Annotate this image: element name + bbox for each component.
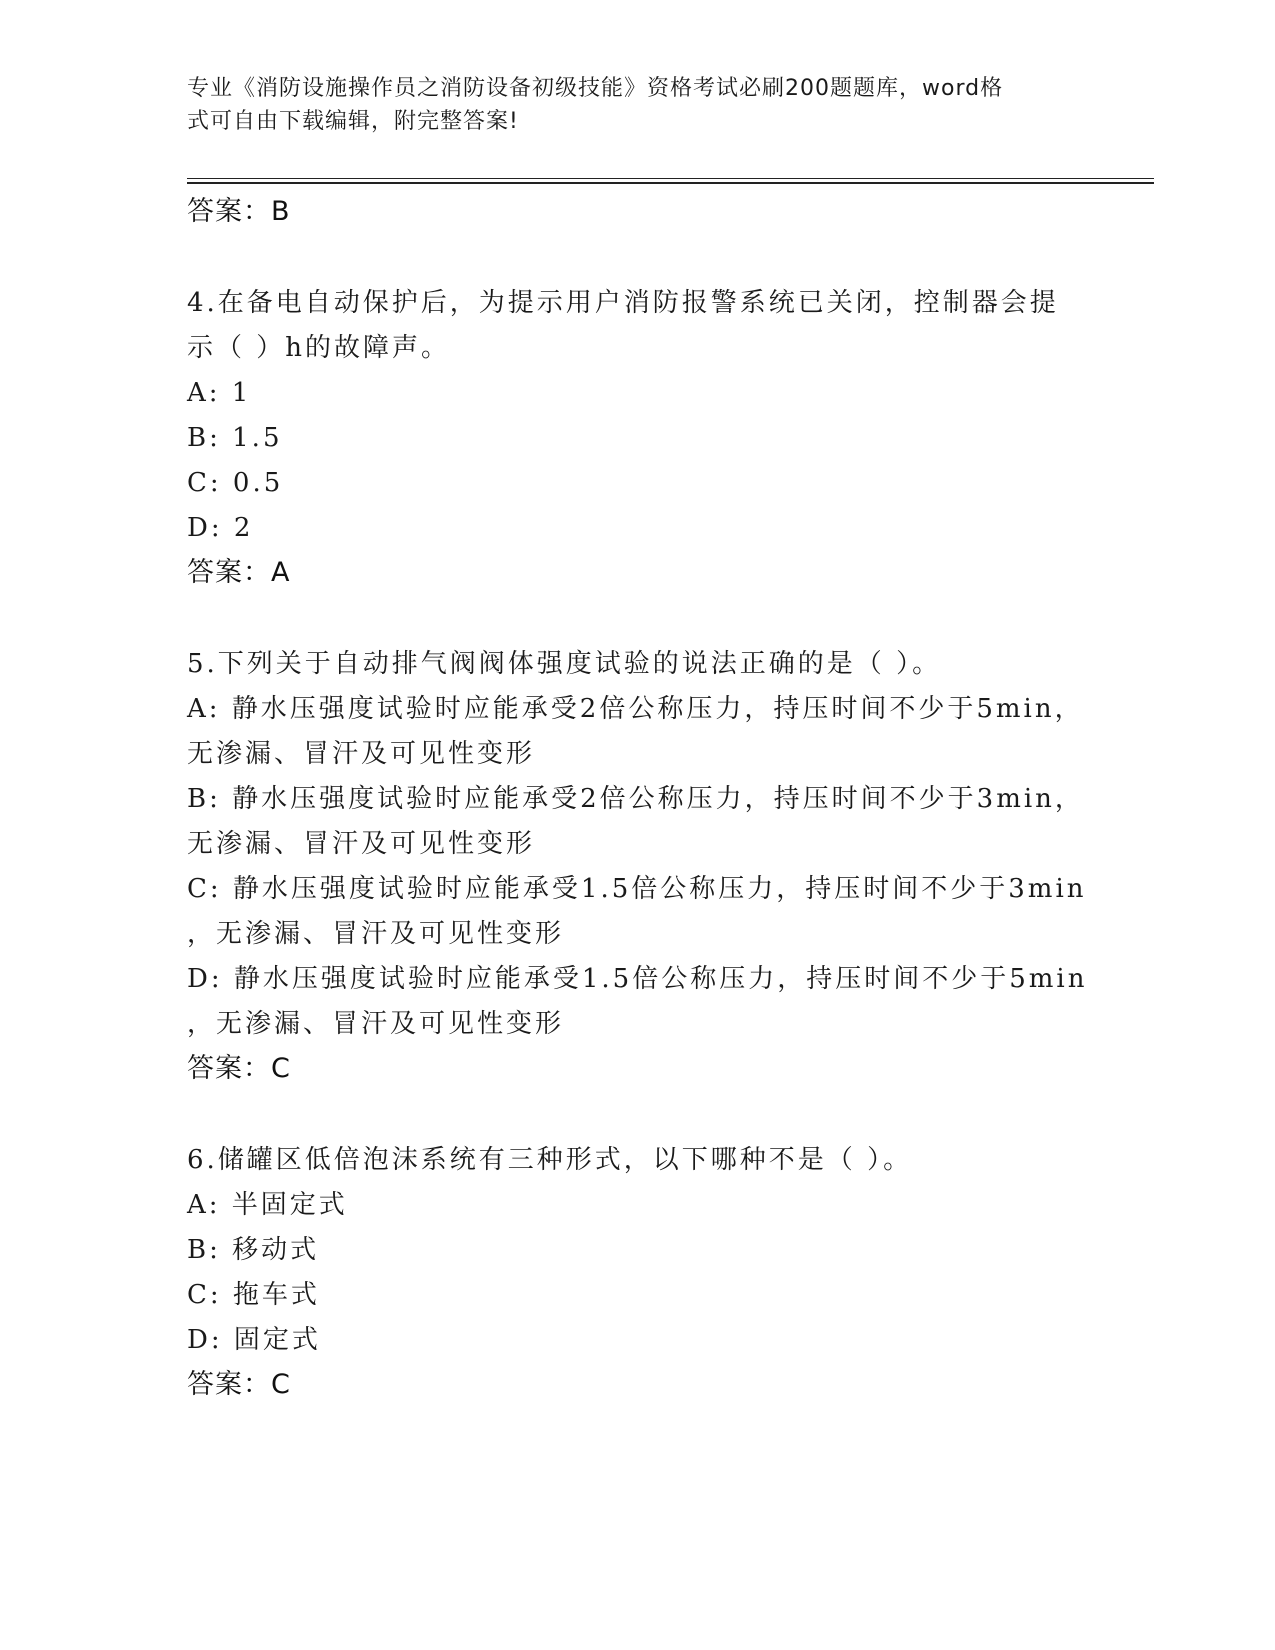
option-b xyxy=(187,416,1107,461)
option-c xyxy=(187,1273,1107,1318)
header-line-1: 专业《消防设施操作员之消防设备初级技能》资格考试必刷200题题库，word格 xyxy=(187,76,1004,101)
document-header xyxy=(187,72,1067,138)
spacer xyxy=(187,234,1107,281)
option-line: C: 0.5 xyxy=(187,468,284,498)
option-c xyxy=(187,867,1107,957)
header-divider-thick xyxy=(187,182,1154,184)
option-line: 无渗漏、冒汗及可见性变形 xyxy=(187,739,536,769)
question-stem-line: 示（ ）h的故障声。 xyxy=(187,333,451,363)
header-divider-thin xyxy=(187,178,1154,179)
option-line: D: 静水压强度试验时应能承受1.5倍公称压力，持压时间不少于5min xyxy=(187,964,1088,994)
answer-line: 答案：C xyxy=(187,1369,291,1400)
option-line: B: 移动式 xyxy=(187,1235,320,1265)
option-a xyxy=(187,371,1107,416)
answer-line: 答案：A xyxy=(187,557,291,588)
question-stem-line: 6.储罐区低倍泡沫系统有三种形式，以下哪种不是（ ）。 xyxy=(187,1145,913,1175)
option-line: B: 静水压强度试验时应能承受2倍公称压力，持压时间不少于3min， xyxy=(187,784,1084,814)
question-stem xyxy=(187,1138,1107,1183)
option-d xyxy=(187,957,1107,1047)
question-stem xyxy=(187,281,1107,371)
question-list xyxy=(187,190,1107,1407)
option-line: B: 1.5 xyxy=(187,423,283,453)
option-line: D: 固定式 xyxy=(187,1325,321,1355)
option-line: ，无渗漏、冒汗及可见性变形 xyxy=(187,1009,565,1039)
question-stem xyxy=(187,642,1107,687)
option-line: C: 拖车式 xyxy=(187,1280,320,1310)
option-d xyxy=(187,1318,1107,1363)
question-block xyxy=(187,281,1107,595)
option-line: 无渗漏、冒汗及可见性变形 xyxy=(187,829,536,859)
option-line: A: 半固定式 xyxy=(187,1190,348,1220)
option-line: D: 2 xyxy=(187,513,254,543)
option-b xyxy=(187,777,1107,867)
answer-line: 答案：B xyxy=(187,196,291,227)
spacer xyxy=(187,1091,1107,1138)
question-block xyxy=(187,642,1107,1091)
question-stem-line: 4.在备电自动保护后，为提示用户消防报警系统已关闭，控制器会提 xyxy=(187,288,1059,318)
answer-line: 答案：C xyxy=(187,1053,291,1084)
option-c xyxy=(187,461,1107,506)
option-b xyxy=(187,1228,1107,1273)
option-line: C: 静水压强度试验时应能承受1.5倍公称压力，持压时间不少于3min xyxy=(187,874,1087,904)
spacer xyxy=(187,595,1107,642)
option-a xyxy=(187,1183,1107,1228)
option-a xyxy=(187,687,1107,777)
header-line-2: 式可自由下载编辑，附完整答案! xyxy=(187,109,519,134)
question-block xyxy=(187,1138,1107,1407)
question-stem-line: 5.下列关于自动排气阀阀体强度试验的说法正确的是（ ）。 xyxy=(187,649,942,679)
option-line: ，无渗漏、冒汗及可见性变形 xyxy=(187,919,565,949)
option-d xyxy=(187,506,1107,551)
option-line: A: 静水压强度试验时应能承受2倍公称压力，持压时间不少于5min， xyxy=(187,694,1084,724)
option-line: A: 1 xyxy=(187,378,252,408)
